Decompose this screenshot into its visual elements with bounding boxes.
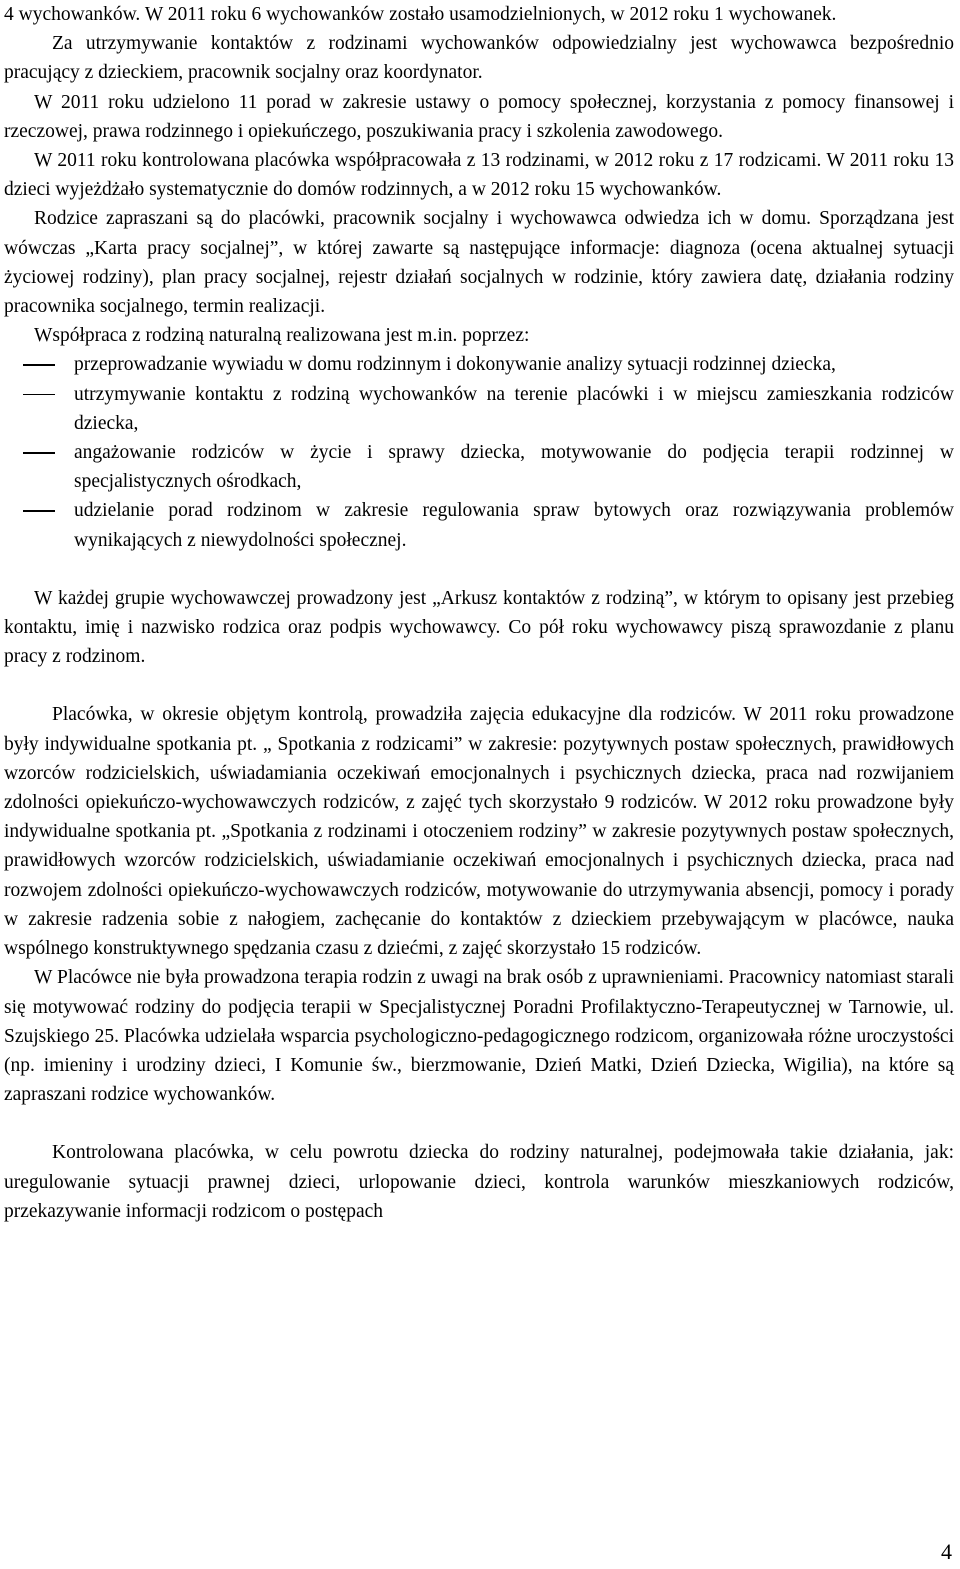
paragraph-contact-sheet: W każdej grupie wychowawczej prowadzony jest „Arkusz kontaktów z rodziną”, w którym to opisany jest przebieg kontaktu, imię i nazwisko rodzica oraz podpis wychowawcy. Co pół roku wychowawcy piszą sprawozdanie z planu pracy z rodzinom.: [4, 587, 954, 668]
document-page: [4, 0, 954, 1226]
list-item-text: angażowanie rodziców w życie i sprawy dziecka, motywowanie do podjęcia terapii rodzinnej w specjalistycznych ośrodkach,: [74, 442, 954, 493]
list-item-text: udzielanie porad rodzinom w zakresie regulowania spraw bytowych oraz rozwiązywania problemów wynikających z niewydolności społecznej.: [74, 500, 954, 551]
spacer: [4, 1109, 954, 1138]
paragraph-advice: W 2011 roku udzielono 11 porad w zakresie ustawy o pomocy społecznej, korzystania z pomocy finansowej i rzeczowej, prawa rodzinnego i opiekuńczego, poszukiwania pracy i szkolenia zawodowego.: [4, 91, 954, 142]
paragraph-intro: 4 wychowanków. W 2011 roku 6 wychowanków zostało usamodzielnionych, w 2012 roku 1 wychowanek.: [4, 4, 837, 25]
paragraph-family-therapy: W Placówce nie była prowadzona terapia rodzin z uwagi na brak osób z uprawnieniami. Pracownicy natomiast starali się motywować rodziny do podjęcia terapii w Specjalistycznej Poradni Profilaktyczno-Terapeutycznej w Tarnowie, ul. Szujskiego 25. Placówka udzielała wsparcia psychologiczno-pedagogicznego rodzicom, organizowała różne uroczystości (np. imieniny i urodziny dzieci, I Komunie św., bierzmowanie, Dzień Matki, Dzień Dziecka, Wigilia), na które są zapraszani rodzice wychowanków.: [4, 967, 954, 1106]
list-item: [4, 380, 954, 438]
paragraph-contacts-responsibility: Za utrzymywanie kontaktów z rodzinami wychowanków odpowiedzialny jest wychowawca bezpośrednio pracujący z dzieckiem, pracownik socjalny oraz koordynator.: [4, 33, 954, 84]
spacer: [4, 555, 954, 584]
paragraph-social-work-card: Rodzice zapraszani są do placówki, pracownik socjalny i wychowawca odwiedza ich w domu. Sporządzana jest wówczas „Karta pracy socjalnej”, w której zawarte są następujące informacje: diagnoza (ocena aktualnej sytuacji życiowej rodziny), plan pracy socjalnej, rejestr działań socjalnych w rodzinie, który zawiera datę, działania rodziny pracownika socjalnego, termin realizacji.: [4, 208, 954, 318]
list-item: [4, 350, 954, 379]
paragraph-education-classes: Placówka, w okresie objętym kontrolą, prowadziła zajęcia edukacyjne dla rodziców. W 2011 roku prowadzone były indywidualne spotkania pt. „ Spotkania z rodzicami” w zakresie: pozytywnych postaw społecznych, prawidłowych wzorców rodzicielskich, uświadamiania oczekiwań emocjonalnych i psychicznych dziecka, praca nad rozwijaniem zdolności opiekuńczo-wychowawczych rodziców, z zajęć tych skorzystało 9 rodziców. W 2012 roku prowadzone były indywidualne spotkania pt. „Spotkania z rodzinami i otoczeniem rodziny” w zakresie pozytywnych postaw społecznych, prawidłowych wzorców rodzicielskich, uświadamianie oczekiwań emocjonalnych i psychicznych dziecka, praca nad rozwojem zdolności opiekuńczo-wychowawczych rodziców, motywowanie do utrzymywania absencji, pomocy i porady w zakresie radzenia sobie z nałogiem, zachęcanie do kontaktów z dzieckiem przebywającym w placówce, nauka wspólnego konstruktywnego spędzania czasu z dziećmi, z zajęć skorzystało 15 rodziców.: [4, 704, 954, 960]
list-item-text: utrzymywanie kontaktu z rodziną wychowanków na terenie placówki i w miejscu zamieszkania rodziców dziecka,: [74, 383, 954, 434]
spacer: [4, 671, 954, 700]
paragraph-cooperation: W 2011 roku kontrolowana placówka współpracowała z 13 rodzinami, w 2012 roku z 17 rodzicami. W 2011 roku 13 dzieci wyjeżdżało systematycznie do domów rodzinnych, a w 2012 roku 15 wychowanków.: [4, 150, 954, 201]
page-number: 4: [941, 1539, 952, 1564]
paragraph-return-to-family: Kontrolowana placówka, w celu powrotu dziecka do rodziny naturalnej, podejmowała takie działania, jak: uregulowanie sytuacji prawnej dzieci, urlopowanie dzieci, kontrola warunków mieszkaniowych rodziców, przekazywanie informacji rodzicom o postępach: [4, 1142, 954, 1222]
list-item: [4, 438, 954, 496]
cooperation-list: [4, 350, 954, 554]
list-item-text: przeprowadzanie wywiadu w domu rodzinnym i dokonywanie analizy sytuacji rodzinnej dziecka,: [74, 354, 836, 376]
list-item: [4, 496, 954, 554]
paragraph-cooperation-methods: Współpraca z rodziną naturalną realizowana jest m.in. poprzez:: [34, 325, 530, 347]
